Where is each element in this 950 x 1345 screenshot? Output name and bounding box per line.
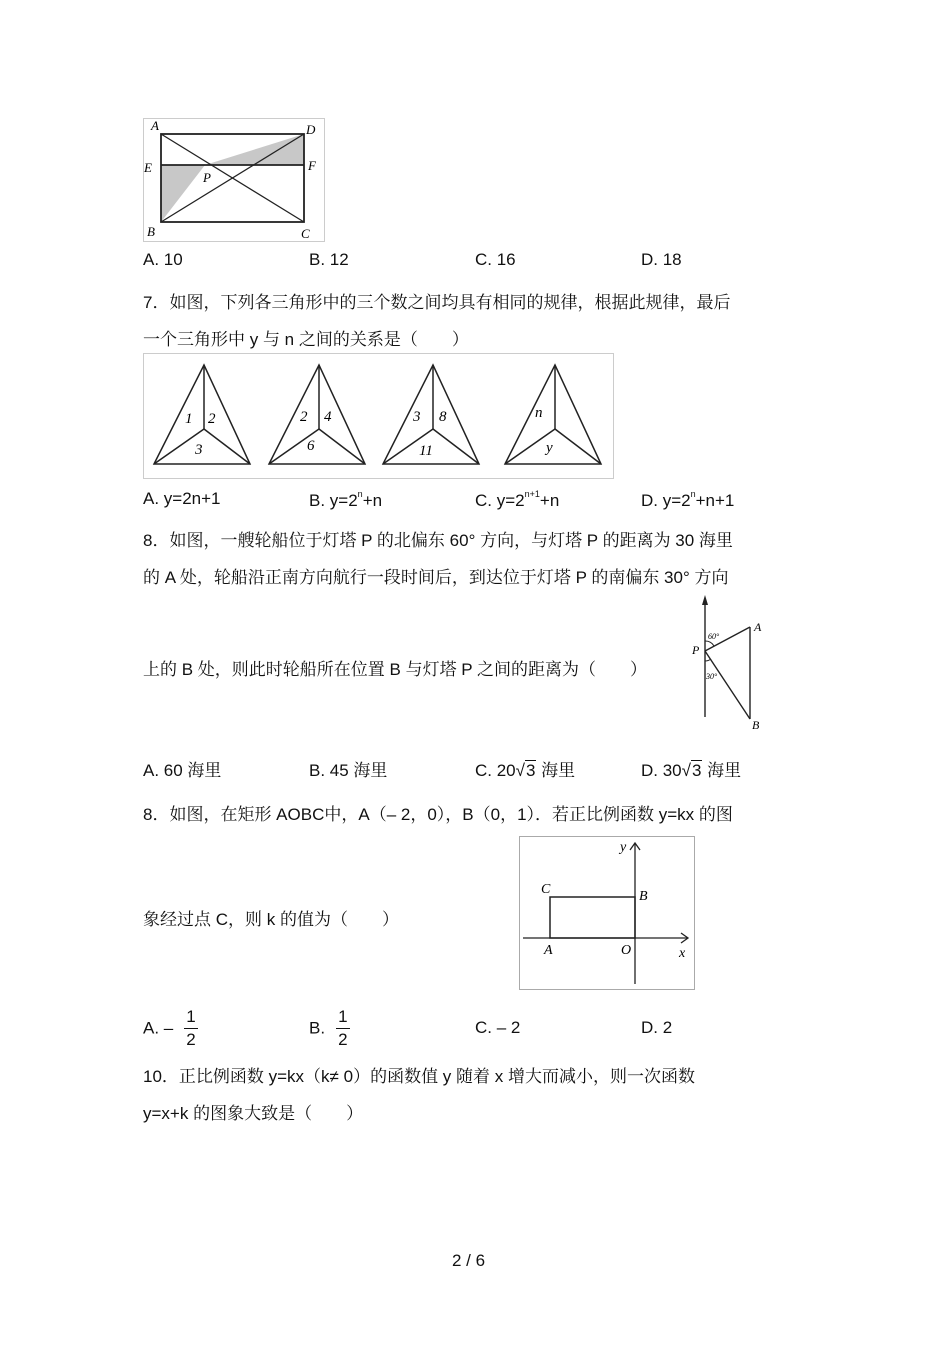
- q9-option-d: D. 2: [641, 1018, 673, 1037]
- angle-30: 30°: [706, 672, 718, 681]
- triangle-2-right: 4: [324, 409, 332, 425]
- label-c: C: [301, 226, 310, 241]
- q8a-question-line1: 8．如图，一艘轮船位于灯塔 P 的北偏东 60° 方向，与灯塔 P 的距离为 30 海里: [143, 531, 733, 550]
- axis-x-label: x: [679, 946, 686, 961]
- q8a-option-d: D. 30√3 海里: [641, 761, 742, 780]
- q7-figure: [143, 353, 614, 479]
- page-number: 2 / 6: [452, 1251, 486, 1270]
- triangle-1-bottom: 3: [195, 442, 203, 458]
- label-b: B: [752, 718, 760, 732]
- q8a-option-c: C. 20√3 海里: [475, 761, 576, 780]
- label-b: B: [147, 224, 155, 239]
- q6-figure: [143, 118, 325, 242]
- q10-question-line2: y=x+k 的图象大致是（ ）: [143, 1104, 364, 1123]
- q8a-option-a: A. 60 海里: [143, 761, 222, 780]
- triangle-1: [154, 365, 250, 464]
- q8a-figure: [688, 593, 768, 733]
- label-e: E: [144, 160, 152, 175]
- label-a: A: [544, 943, 553, 958]
- q8a-option-b: B. 45 海里: [309, 761, 388, 780]
- q6-option-a: A. 10: [143, 250, 183, 269]
- q9-option-a: A. – $\frac{1}{2}$: [143, 1006, 198, 1051]
- q9-option-b: B. $\frac{1}{2}$: [309, 1006, 350, 1051]
- label-d: D: [306, 122, 316, 137]
- triangle-3-right: 8: [439, 409, 447, 425]
- triangle-3: [383, 365, 479, 464]
- q9-figure: [519, 836, 695, 990]
- q10-question-line1: 10．正比例函数 y=kx（k≠ 0）的函数值 y 随着 x 增大而减小，则一次函数: [143, 1067, 695, 1086]
- label-p: P: [203, 170, 211, 185]
- triangle-4-left: n: [535, 405, 543, 421]
- q7-option-a: A. y=2n+1: [143, 489, 221, 508]
- angle-60: 60°: [708, 632, 720, 641]
- q7-question-line1: 7．如图，下列各三角形中的三个数之间均具有相同的规律，根据此规律，最后: [143, 293, 731, 312]
- triangle-2-bottom: 6: [307, 438, 315, 454]
- triangle-2: [269, 365, 365, 464]
- label-o: O: [621, 943, 632, 958]
- rectangle-diagram: [143, 118, 325, 242]
- label-p: P: [692, 643, 700, 657]
- triangle-1-right: 2: [208, 411, 216, 427]
- label-a: A: [151, 118, 159, 133]
- q6-option-d: D. 18: [641, 250, 682, 269]
- q7-option-c: C. $y=2^{n+1}+n$: [475, 489, 560, 510]
- triangle-2-left: 2: [300, 409, 308, 425]
- q7-option-d: D. $y=2^n+n+1$: [641, 489, 735, 510]
- label-f: F: [308, 158, 316, 173]
- q9-question-line1: 8．如图，在矩形 AOBC中，A（– 2，0），B（0，1）．若正比例函数 y=kx 的图: [143, 805, 733, 824]
- q6-option-c: C. 16: [475, 250, 516, 269]
- q6-option-b: B. 12: [309, 250, 349, 269]
- q9-question-line2: 象经过点 C，则 k 的值为（ ）: [143, 910, 399, 929]
- q7-question-line2: 一个三角形中 y 与 n 之间的关系是（ ）: [143, 330, 469, 349]
- q7-option-b: B. $y=2^n+n$: [309, 489, 383, 510]
- label-a: A: [754, 620, 762, 634]
- triangle-3-left: 3: [413, 409, 421, 425]
- label-b: B: [639, 889, 648, 904]
- triangle-3-bottom: 11: [419, 443, 433, 459]
- q9-option-c: C. – 2: [475, 1018, 521, 1037]
- triangle-1-left: 1: [185, 411, 193, 427]
- q8a-question-line3: 上的 B 处，则此时轮船所在位置 B 与灯塔 P 之间的距离为（ ）: [143, 660, 648, 679]
- triangle-4-bottom: y: [546, 440, 553, 456]
- q8a-question-line2: 的 A 处，轮船沿正南方向航行一段时间后，到达位于灯塔 P 的南偏东 30° 方向: [143, 568, 729, 587]
- label-c: C: [541, 882, 551, 897]
- triangle-4: [505, 365, 601, 464]
- axis-y-label: y: [620, 840, 627, 855]
